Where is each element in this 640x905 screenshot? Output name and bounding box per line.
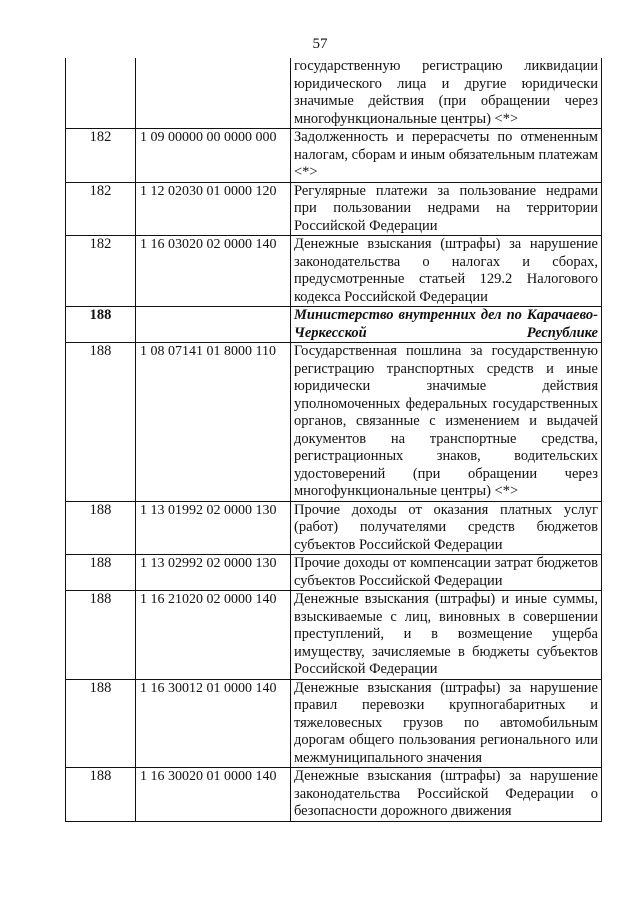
admin-code-cell: 188	[66, 343, 136, 502]
admin-code-cell: 188	[66, 591, 136, 680]
description-cell: Задолженность и перерасчеты по отмененным налогам, сборам и иным обязательным платежам <*>	[291, 129, 602, 183]
table-row	[66, 129, 602, 183]
description-cell: Денежные взыскания (штрафы) и иные суммы, взыскиваемые с лиц, виновных в совершении преступлений, и в возмещение ущерба имуществу, зачисляемые в бюджеты субъектов Российской Федерации	[291, 591, 602, 680]
budget-code-cell: 1 09 00000 00 0000 000	[136, 129, 291, 183]
description-cell: Денежные взыскания (штрафы) за нарушение законодательства Российской Федерации о безопасности дорожного движения	[291, 768, 602, 822]
description-cell: Прочие доходы от компенсации затрат бюджетов субъектов Российской Федерации	[291, 555, 602, 591]
admin-code-cell: 188	[66, 501, 136, 555]
table-row	[66, 679, 602, 768]
admin-code-cell: 188	[66, 679, 136, 768]
description-cell: Денежные взыскания (штрафы) за нарушение правил перевозки крупногабаритных и тяжеловесных грузов по автомобильным дорогам общего пользования регионального или межмуниципального значения	[291, 679, 602, 768]
table-row	[66, 182, 602, 236]
budget-code-cell: 1 13 02992 02 0000 130	[136, 555, 291, 591]
revenue-codes-table	[65, 58, 602, 822]
budget-code-cell: 1 13 01992 02 0000 130	[136, 501, 291, 555]
description-cell: Государственная пошлина за государственную регистрацию транспортных средств и иные юридически значимые действия уполномоченных федеральных государственных органов, связанные с изменением и выдачей документов на транспортные средства, регистрационных знаков, водительских удостоверений (при обращении через многофункциональные центры) <*>	[291, 343, 602, 502]
table-row	[66, 591, 602, 680]
budget-code-cell: 1 16 30012 01 0000 140	[136, 679, 291, 768]
budget-code-cell: 1 16 21020 02 0000 140	[136, 591, 291, 680]
admin-code-cell	[66, 58, 136, 129]
budget-code-cell	[136, 307, 291, 343]
page-number: 57	[312, 36, 328, 52]
table-row	[66, 768, 602, 822]
budget-code-cell: 1 08 07141 01 8000 110	[136, 343, 291, 502]
budget-code-cell	[136, 58, 291, 129]
table-row	[66, 555, 602, 591]
admin-code-cell: 182	[66, 129, 136, 183]
description-cell: Прочие доходы от оказания платных услуг (работ) получателями средств бюджетов субъектов Российской Федерации	[291, 501, 602, 555]
budget-code-cell: 1 16 30020 01 0000 140	[136, 768, 291, 822]
table-row	[66, 343, 602, 502]
budget-code-cell: 1 12 02030 01 0000 120	[136, 182, 291, 236]
admin-code-cell: 182	[66, 236, 136, 307]
table-row	[66, 58, 602, 129]
description-cell: Денежные взыскания (штрафы) за нарушение законодательства о налогах и сборах, предусмотренные статьей 129.2 Налогового кодекса Российской Федерации	[291, 236, 602, 307]
admin-code-cell: 188	[66, 555, 136, 591]
section-title-cell: Министерство внутренних дел по Карачаево-Черкесской Республике	[291, 307, 602, 343]
section-header-row	[66, 307, 602, 343]
admin-code-cell: 188	[66, 307, 136, 343]
budget-code-cell: 1 16 03020 02 0000 140	[136, 236, 291, 307]
admin-code-cell: 182	[66, 182, 136, 236]
description-cell: Регулярные платежи за пользование недрами при пользовании недрами на территории Российской Федерации	[291, 182, 602, 236]
description-cell: государственную регистрацию ликвидации юридического лица и другие юридически значимые действия (при обращении через многофункциональные центры) <*>	[291, 58, 602, 129]
table-row	[66, 236, 602, 307]
table-row	[66, 501, 602, 555]
admin-code-cell: 188	[66, 768, 136, 822]
